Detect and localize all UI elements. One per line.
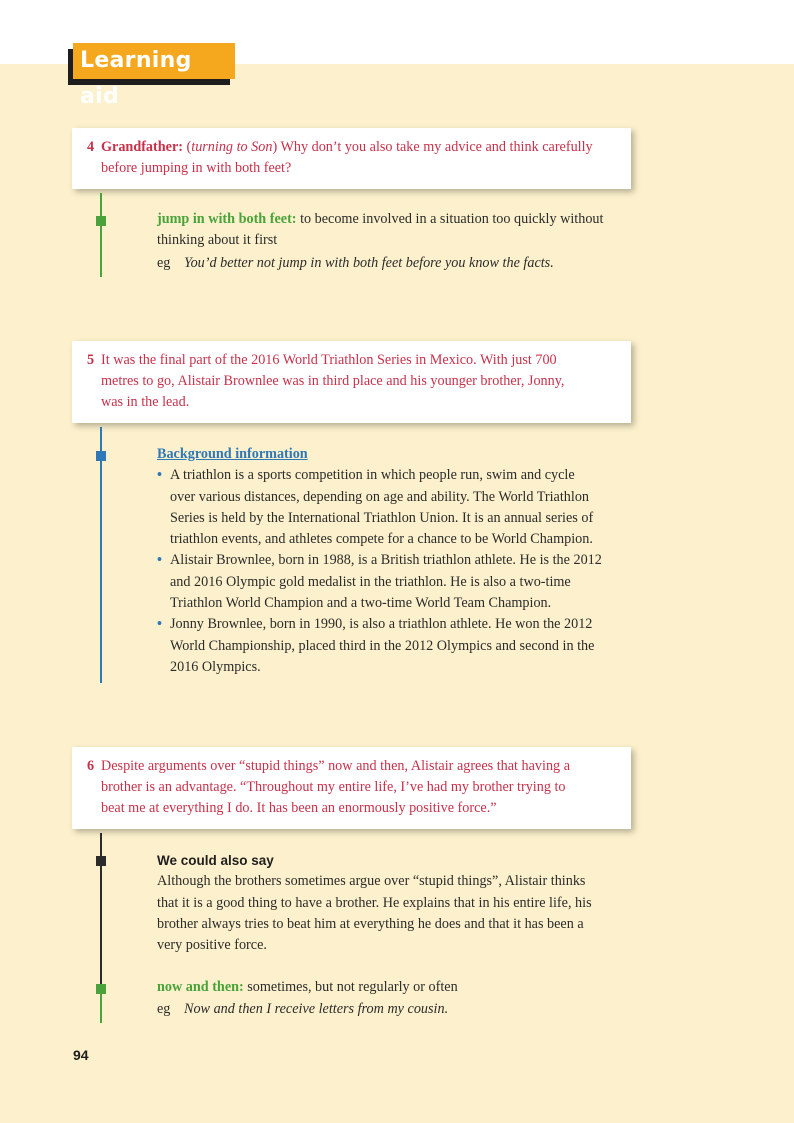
list-item-line: Jonny Brownlee, born in 1990, is also a triathlon athlete. He won the 2012 (170, 616, 593, 633)
bullet-icon: • (157, 467, 162, 484)
list-item-line: 2016 Olympics. (170, 658, 261, 675)
question-line (87, 350, 619, 413)
question-number: 6 (87, 758, 95, 774)
also-say-line: that it is a good thing to have a brother. He explains that in his entire life, his (157, 894, 592, 911)
speaker-label: Grandfather: (101, 139, 183, 155)
example-label: eg (157, 254, 171, 271)
bullet-icon: • (157, 616, 162, 633)
vocab-marker (96, 216, 106, 226)
vocab-def-text: to become involved in a situation too quickly without (296, 211, 604, 227)
list-item-line: triathlon events, and athletes compete for a chance to be World Champion. (170, 531, 593, 548)
vocab-definition (157, 977, 619, 998)
question-text: Grandfather: (turning to Son) Why don’t you also take my advice and think carefully before jumping in with both feet? (101, 139, 593, 176)
also-say-line: very positive force. (157, 937, 267, 954)
example-sentence (157, 999, 619, 1020)
list-item (157, 465, 619, 550)
list-item-line: and 2016 Olympic gold medalist in the triathlon. He is also a two-time (170, 573, 571, 590)
question-text-line: It was the final part of the 2016 World Triathlon Series in Mexico. With just 700 (101, 352, 557, 368)
we-could-also-say-note (157, 850, 619, 956)
list-item (157, 550, 619, 614)
list-item-line: Series is held by the International Triathlon Union. It is an annual series of (170, 509, 594, 526)
vocab-note-jump-in (157, 209, 619, 274)
list-item (157, 614, 619, 678)
vocab-term: jump in with both feet: (157, 211, 297, 227)
section-tab-learning-aid: Learning aid (73, 43, 235, 79)
vocab-def-text: sometimes, but not regularly or often (243, 979, 458, 995)
also-say-line: brother always tries to beat him at everything he does and that it has been a (157, 915, 584, 932)
list-item-line: over various distances, depending on age and ability. The World Triathlon (170, 488, 590, 505)
info-marker (96, 451, 106, 461)
question-text-rest: Why don’t you also take my advice and think carefully (277, 139, 593, 155)
vocab-note-now-and-then (157, 977, 619, 1021)
question-number: 4 (87, 139, 95, 155)
note-connector-line (100, 193, 102, 277)
question-text (101, 350, 619, 413)
list-item-line: A triathlon is a sports competition in which people run, swim and cycle (170, 467, 575, 484)
vocab-marker (96, 984, 106, 994)
question-text-line2: before jumping in with both feet? (101, 160, 292, 176)
page-number: 94 (73, 1047, 89, 1063)
question-text (101, 756, 619, 819)
example-text: Now and then I receive letters from my cousin. (184, 1001, 449, 1018)
question-text-line: brother is an advantage. “Throughout my entire life, I’ve had my brother trying to (101, 779, 566, 795)
also-say-text (157, 871, 619, 956)
question-text-line: was in the lead. (101, 394, 190, 410)
list-item-line: Alistair Brownlee, born in 1988, is a British triathlon athlete. He is the 2012 (170, 552, 602, 569)
note-connector-line (100, 427, 102, 683)
example-label: eg (157, 1001, 171, 1018)
also-say-marker (96, 856, 106, 866)
background-info-title: Background information (157, 446, 308, 462)
stage-direction: turning to Son (191, 139, 273, 155)
question-box-4 (72, 128, 631, 189)
vocab-def-line2: thinking about it first (157, 232, 278, 249)
question-text-line: beat me at everything I do. It has been an enormously positive force.” (101, 800, 497, 816)
question-box-6 (72, 747, 631, 829)
question-text-line: metres to go, Alistair Brownlee was in third place and his younger brother, Jonny, (101, 373, 565, 389)
vocab-definition (157, 209, 619, 230)
example-sentence (157, 253, 619, 274)
question-line (87, 756, 619, 819)
also-say-line: Although the brothers sometimes argue over “stupid things”, Alistair thinks (157, 873, 586, 890)
question-text-line: Despite arguments over “stupid things” now and then, Alistair agrees that having a (101, 758, 570, 774)
also-say-title: We could also say (157, 853, 274, 868)
question-line (87, 137, 619, 179)
question-number: 5 (87, 352, 95, 368)
background-information-note (157, 444, 619, 678)
example-text: You’d better not jump in with both feet before you know the facts. (184, 254, 554, 271)
question-box-5 (72, 341, 631, 423)
vocab-term: now and then: (157, 979, 244, 995)
list-item-line: Triathlon World Champion and a two-time World Team Champion. (170, 595, 552, 612)
list-item-line: World Championship, placed third in the 2012 Olympics and second in the (170, 637, 595, 654)
bullet-icon: • (157, 552, 162, 569)
background-info-list (157, 465, 619, 678)
